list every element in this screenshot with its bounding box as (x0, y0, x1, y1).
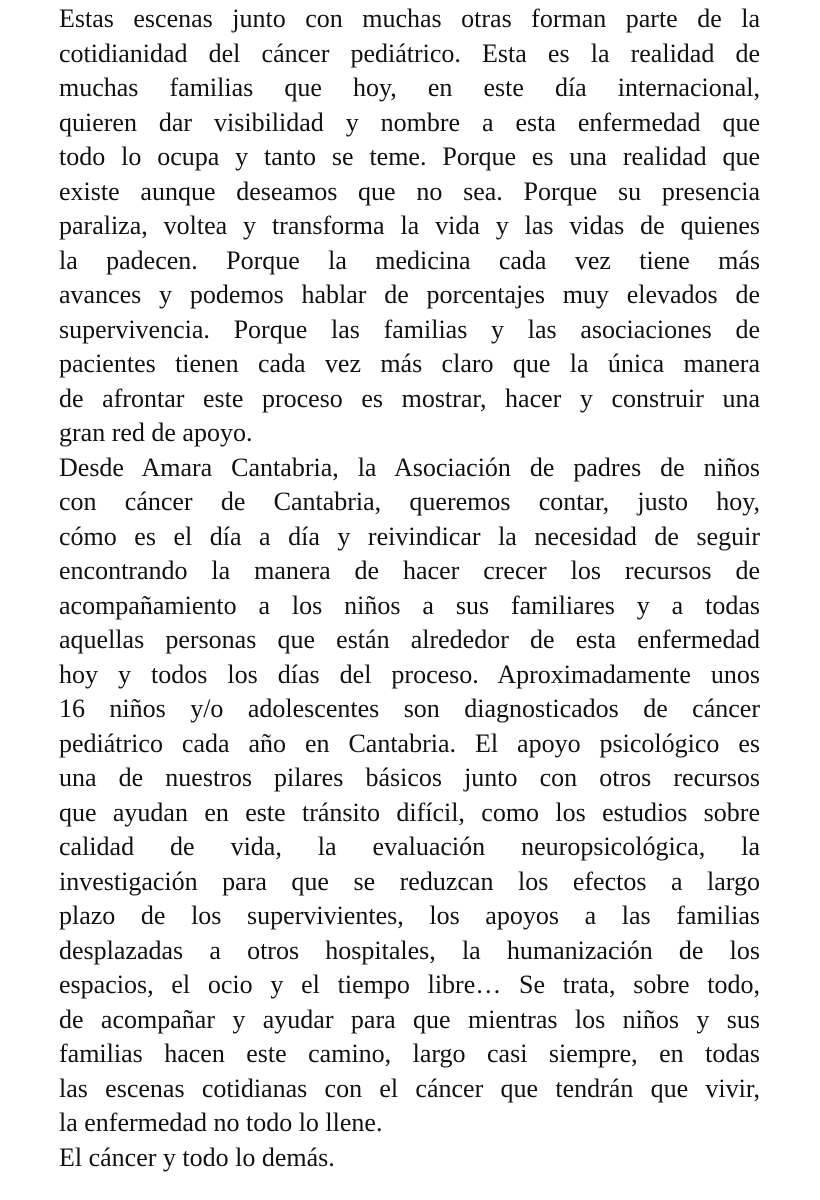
text-line: de acompañar y ayudar para que mientras los niños y sus (59, 1004, 760, 1034)
text-line: aquellas personas que están alrededor de esta enfermedad (59, 625, 760, 654)
text-line: paraliza, voltea y transforma la vida y las vidas de quienes (59, 211, 760, 240)
paragraph-1 (59, 2, 760, 451)
text-line: acompañamiento a los niños a sus familiares y a todas (59, 590, 760, 620)
text-line: quieren dar visibilidad y nombre a esta enfermedad que (59, 107, 760, 137)
text-line: supervivencia. Porque las familias y las asociaciones de (59, 314, 760, 344)
text-line: calidad de vida, la evaluación neuropsicológica, la (59, 832, 760, 861)
text-line: la enfermedad no todo lo llene. (59, 1108, 383, 1137)
text-line: desplazadas a otros hospitales, la humanización de los (59, 935, 760, 965)
text-line: una de nuestros pilares básicos junto con otros recursos (59, 763, 760, 792)
text-line: existe aunque deseamos que no sea. Porque su presencia (59, 176, 760, 206)
text-line: con cáncer de Cantabria, queremos contar, justo hoy, (59, 487, 760, 516)
text-line: gran red de apoyo. (59, 418, 253, 447)
text-line: muchas familias que hoy, en este día internacional, (59, 73, 760, 102)
paragraph-3 (59, 1141, 760, 1176)
text-line: de afrontar este proceso es mostrar, hacer y construir una (59, 383, 760, 413)
text-line: pediátrico cada año en Cantabria. El apoyo psicológico es (59, 728, 760, 758)
text-line: avances y podemos hablar de porcentajes muy elevados de (59, 280, 760, 309)
text-line: investigación para que se reduzcan los efectos a largo (59, 866, 760, 896)
closing-line: El cáncer y todo lo demás. (59, 1142, 335, 1172)
text-line: Estas escenas junto con muchas otras forman parte de la (59, 4, 760, 33)
text-line: Desde Amara Cantabria, la Asociación de padres de niños (59, 452, 760, 482)
text-line: cotidianidad del cáncer pediátrico. Esta es la realidad de (59, 38, 760, 68)
text-line: familias hacen este camino, largo casi siempre, en todas (59, 1039, 760, 1068)
text-line: plazo de los supervivientes, los apoyos a las familias (59, 901, 760, 930)
text-line: hoy y todos los días del proceso. Aproximadamente unos (59, 659, 760, 689)
text-line: pacientes tienen cada vez más claro que la única manera (59, 349, 760, 378)
paragraph-2 (59, 451, 760, 1141)
document-page (59, 0, 760, 1175)
text-line: todo lo ocupa y tanto se teme. Porque es una realidad que (59, 142, 760, 171)
text-line: las escenas cotidianas con el cáncer que tendrán que vivir, (59, 1073, 760, 1103)
text-line: la padecen. Porque la medicina cada vez tiene más (59, 245, 760, 275)
text-line: cómo es el día a día y reivindicar la necesidad de seguir (59, 521, 760, 551)
text-line: encontrando la manera de hacer crecer los recursos de (59, 556, 760, 585)
text-line: 16 niños y/o adolescentes son diagnosticados de cáncer (59, 694, 760, 723)
text-line: espacios, el ocio y el tiempo libre… Se trata, sobre todo, (59, 970, 760, 999)
text-line: que ayudan en este tránsito difícil, como los estudios sobre (59, 797, 760, 827)
